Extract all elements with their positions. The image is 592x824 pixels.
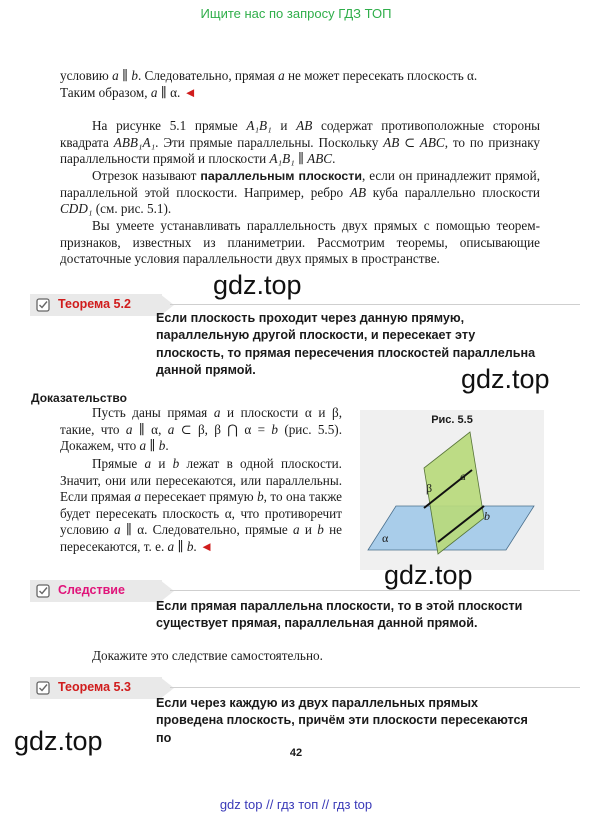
text-run: (рис. 5.5). Докажем, что [60,421,342,454]
math-var: a [112,68,119,83]
watermark: gdz.top [14,726,103,756]
label-alpha: α [382,531,389,545]
figure-caption: Рис. 5.5 [431,414,473,426]
corollary-note: Докажите это следствие самостоятельно. [92,648,323,663]
watermark: gdz.top [461,364,550,394]
math-var: a [167,421,175,437]
text-run: . [165,438,169,454]
math-expr: AB [349,184,367,200]
text-run: и [151,456,173,471]
math-var: a [213,405,221,420]
text-run: и плоскости α и β, такие, что [60,405,342,437]
math-var: a [134,489,141,505]
text-run: , то она также будет пересекать плоскость α, что противоречит условию [60,489,342,538]
text-run: куба параллельно плоскости [366,184,540,200]
text-run: , если он принадлежит прямой, параллельной этой плоскости. Например, ребро [60,168,540,200]
math-var: b [172,456,180,471]
text-run: не пересекаются, т. е. [60,522,342,554]
math-var: b [271,421,278,437]
text-run: Отрезок называют [92,168,201,183]
text-run: . [332,151,336,167]
text-run: На рисунке 5.1 прямые [92,118,247,133]
text-run: не может пересекать плоскость α. [284,68,478,83]
math-var: b [257,489,264,505]
header-rule [170,590,580,591]
proof-paragraph-1 [60,405,342,455]
text-run: . Эти прямые параллельны. Поскольку [155,134,384,150]
math-var: b [317,522,324,538]
label-beta: β [426,481,433,495]
watermark: gdz.top [384,560,473,590]
theorem-5-3-statement: Если через каждую из двух параллельных прямых проведена плоскость, причём эти плоскости пересекаются по [156,696,528,745]
math-expr: ABB₁A₁ [113,134,156,150]
text-run: ∥ [118,68,132,83]
math-var: a [114,522,121,538]
watermark: gdz.top [213,270,302,300]
header-rule [170,304,580,305]
math-var: b [131,68,138,83]
text-run: условию [60,68,113,83]
text-run: . Следовательно, прямая [137,68,279,83]
text-run: , то по признаку параллельности прямой и плоскости [60,134,541,167]
math-expr: AB [296,118,313,133]
checkbox-icon [36,298,50,312]
end-of-proof-mark: ◄ [200,538,214,554]
checkbox-icon [36,584,50,598]
math-var: a [293,522,300,538]
math-var: a [144,456,152,471]
text-run: Прямые [92,456,145,471]
text-run: лежат в одной плоскости. Значит, они или пересекаются, или параллельны. Если прямая [60,456,342,505]
figure-5-5 [360,410,544,570]
intro-paragraph [60,68,540,101]
end-of-proof-mark: ◄ [183,84,197,100]
text-run: (см. рис. 5.1). [92,201,172,217]
paragraph-definition [60,168,540,218]
math-expr: A₁B₁ ∥ ABC [269,151,333,167]
label-a: a [460,469,466,483]
proof-paragraph-2 [60,456,342,556]
text-run: ⊂ β, β ⋂ α = [174,421,272,437]
top-banner[interactable]: Ищите нас по запросу ГДЗ ТОП [200,6,392,21]
theorem-label: Теорема 5.3 [58,680,131,694]
math-var: a [139,438,147,454]
text-run: Таким образом, [60,84,151,100]
math-var: a [150,84,158,100]
math-var: b [158,438,166,454]
math-expr: AB ⊂ ABC [383,134,445,150]
definition-term: параллельным плоскости [200,169,362,183]
text-run: и [299,522,318,538]
math-expr: A₁B₁ [246,118,272,133]
text-run: содержат противоположные стороны квадрата [60,118,540,150]
text-run: ∥ α. Следовательно, прямые [120,522,294,538]
text-run: ∥ α, [132,421,168,437]
bottom-banner[interactable]: gdz top // гдз топ // гдз top [219,797,373,812]
theorem-label: Теорема 5.2 [58,297,131,311]
corollary-statement: Если прямая параллельна плоскости, то в этой плоскости существует прямая, параллельная данной прямой. [156,599,523,631]
math-var: b [186,538,194,554]
label-b: b [484,509,490,523]
text-run: . [193,538,201,554]
math-expr: CDD₁ [60,201,93,217]
text-run: ∥ [146,438,159,454]
text-run: Пусть даны прямая [92,405,214,420]
paragraph-intro-theorems: Вы умеете устанавливать параллельность двух прямых с помощью теорем-признаков, известных из планиметрии. Рассмотрим теоремы, описывающие достаточные условия параллельности двух прямых в пространстве. [60,218,540,267]
text-run: ∥ [174,538,187,554]
math-var: a [278,68,285,83]
text-run: ∥ α. [157,84,184,100]
text-run: пересекает прямую [140,489,258,505]
paragraph-figure-5-1 [60,118,540,168]
math-var: a [125,421,133,437]
page-number: 42 [289,747,303,759]
theorem-5-2-statement: Если плоскость проходит через данную прямую, параллельную другой плоскости, и пересекает эту плоскость, то прямая пересечения плоскостей параллельна данной прямой. [156,311,536,378]
proof-heading: Доказательство [31,391,127,405]
text-run: и [271,118,297,133]
math-var: a [167,538,175,554]
checkbox-icon [36,681,50,695]
header-rule [170,687,580,688]
corollary-label: Следствие [58,583,125,597]
